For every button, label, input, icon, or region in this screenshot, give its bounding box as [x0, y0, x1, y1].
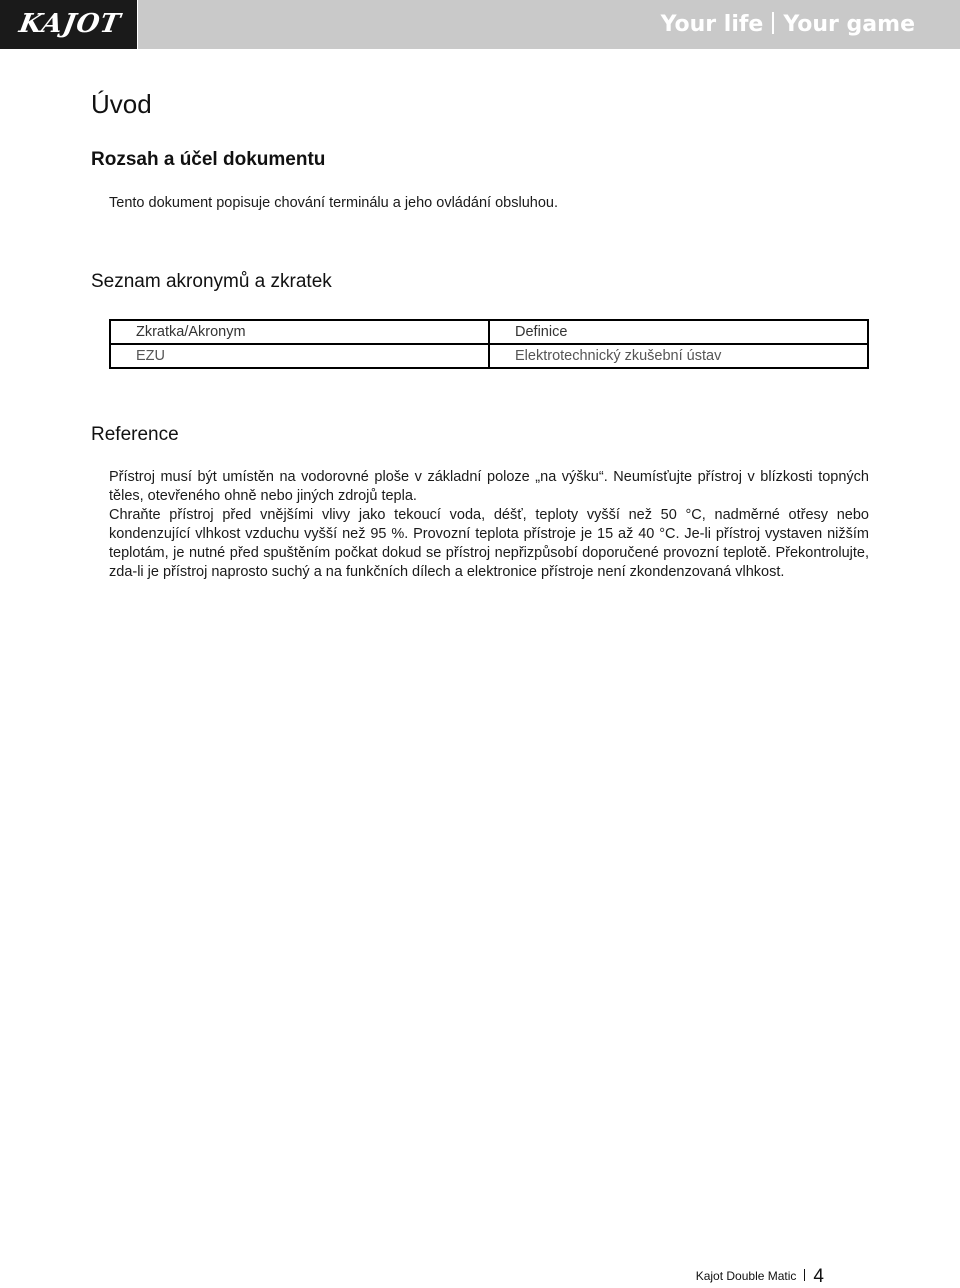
logo-text: KAJOT	[16, 9, 124, 39]
page-footer	[696, 1266, 824, 1287]
reference-body	[109, 468, 869, 582]
reference-paragraph-1: Přístroj musí být umístěn na vodorovné ploše v základní poloze „na výšku“. Neumísťujte přístroj v blízkosti topných těles, otevřeného ohně nebo jiných zdrojů tepla.	[109, 469, 869, 504]
header-bar	[138, 0, 960, 49]
page-title: Úvod	[91, 89, 152, 119]
footer-divider	[804, 1269, 805, 1281]
footer-doc-name: Kajot Double Matic	[695, 1269, 797, 1283]
scope-text: Tento dokument popisuje chování terminálu a jeho ovládání obsluhou.	[109, 195, 558, 211]
slogan-part-2: Your game	[783, 12, 915, 37]
table-cell-acronym: EZU	[110, 344, 489, 368]
column-header-acronym: Zkratka/Akronym	[110, 320, 489, 344]
slogan-part-1: Your life	[660, 12, 764, 37]
reference-paragraph-2: Chraňte přístroj před vnějšími vlivy jako tekoucí voda, déšť, teploty vyšší než 50 °C, nadměrné otřesy nebo kondenzující vlhkost vzduchu vyšší než 95 %. Provozní teplota přístroje je 15 až 40 °C. Je-li přístroj vystaven nižším teplotám, je nutné před spuštěním počkat dokud se přístroj nepřizpůsobí doporučené provozní teplotě. Překontrolujte, zda-li je přístroj naprosto suchý a na funkčních dílech a elektronice přístroje není zkondenzovaná vlhkost.	[109, 507, 869, 580]
slogan-divider	[772, 12, 774, 34]
acronyms-table	[109, 319, 869, 369]
column-header-definition: Definice	[489, 320, 868, 344]
reference-heading: Reference	[91, 424, 179, 445]
table-cell-definition: Elektrotechnický zkušební ústav	[489, 344, 868, 368]
scope-heading: Rozsah a účel dokumentu	[91, 149, 326, 170]
kajot-logo	[0, 0, 137, 49]
slogan	[661, 11, 915, 39]
table-header-row	[110, 320, 868, 344]
page-number: 4	[813, 1266, 824, 1287]
acronyms-heading: Seznam akronymů a zkratek	[91, 271, 332, 292]
table-row	[110, 344, 868, 368]
page-header	[0, 0, 960, 49]
